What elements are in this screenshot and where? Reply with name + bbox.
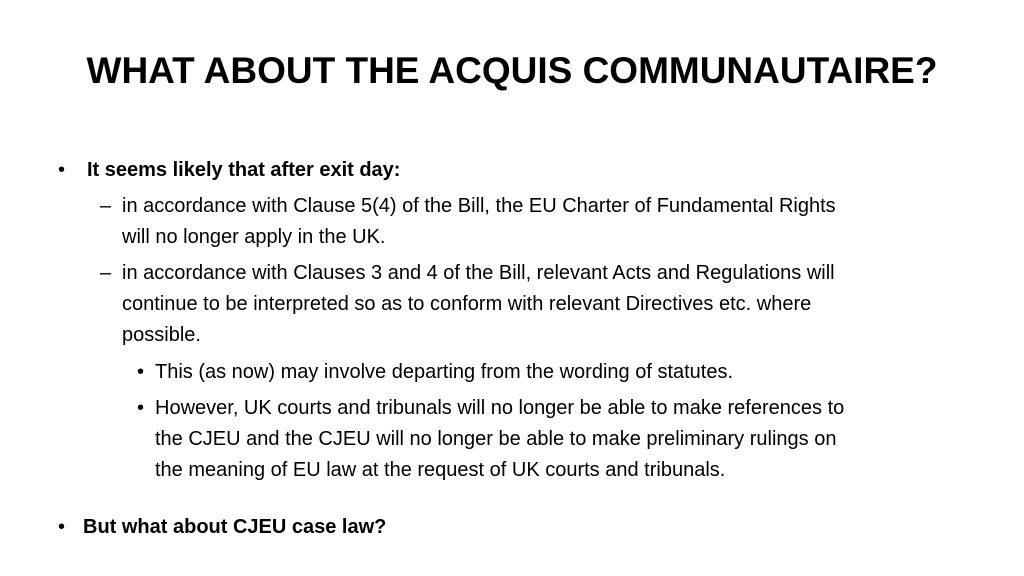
slide-title: WHAT ABOUT THE ACQUIS COMMUNAUTAIRE?: [86, 50, 938, 91]
dash-marker: –: [100, 195, 112, 217]
bullet-marker: •: [58, 159, 66, 181]
subsubitem-cjeu-references-line-3: the meaning of EU law at the request of UK courts and tribunals.: [155, 459, 726, 481]
sub-bullet-marker: •: [137, 397, 145, 419]
subsubitem-departing-wording: This (as now) may involve departing from the wording of statutes.: [155, 361, 734, 383]
subitem-clause-5-line-1: in accordance with Clause 5(4) of the Bill, the EU Charter of Fundamental Rights: [122, 195, 836, 217]
subitem-clauses-3-4-line-2: continue to be interpreted so as to conform with relevant Directives etc. where: [122, 293, 812, 315]
subsubitem-cjeu-references-line-2: the CJEU and the CJEU will no longer be able to make preliminary rulings on: [155, 428, 837, 450]
subitem-clause-5-line-2: will no longer apply in the UK.: [122, 226, 386, 248]
subitem-clauses-3-4-line-1: in accordance with Clauses 3 and 4 of the Bill, relevant Acts and Regulations will: [122, 262, 835, 284]
bullet-marker: •: [58, 516, 66, 538]
bullet-text-exit-day: It seems likely that after exit day:: [87, 159, 401, 181]
subsubitem-cjeu-references-line-1: However, UK courts and tribunals will no longer be able to make references to: [155, 397, 845, 419]
subitem-clauses-3-4-line-3: possible.: [122, 324, 201, 346]
bullet-text-cjeu-case-law: But what about CJEU case law?: [83, 516, 387, 538]
sub-bullet-marker: •: [137, 361, 145, 383]
dash-marker: –: [100, 262, 112, 284]
